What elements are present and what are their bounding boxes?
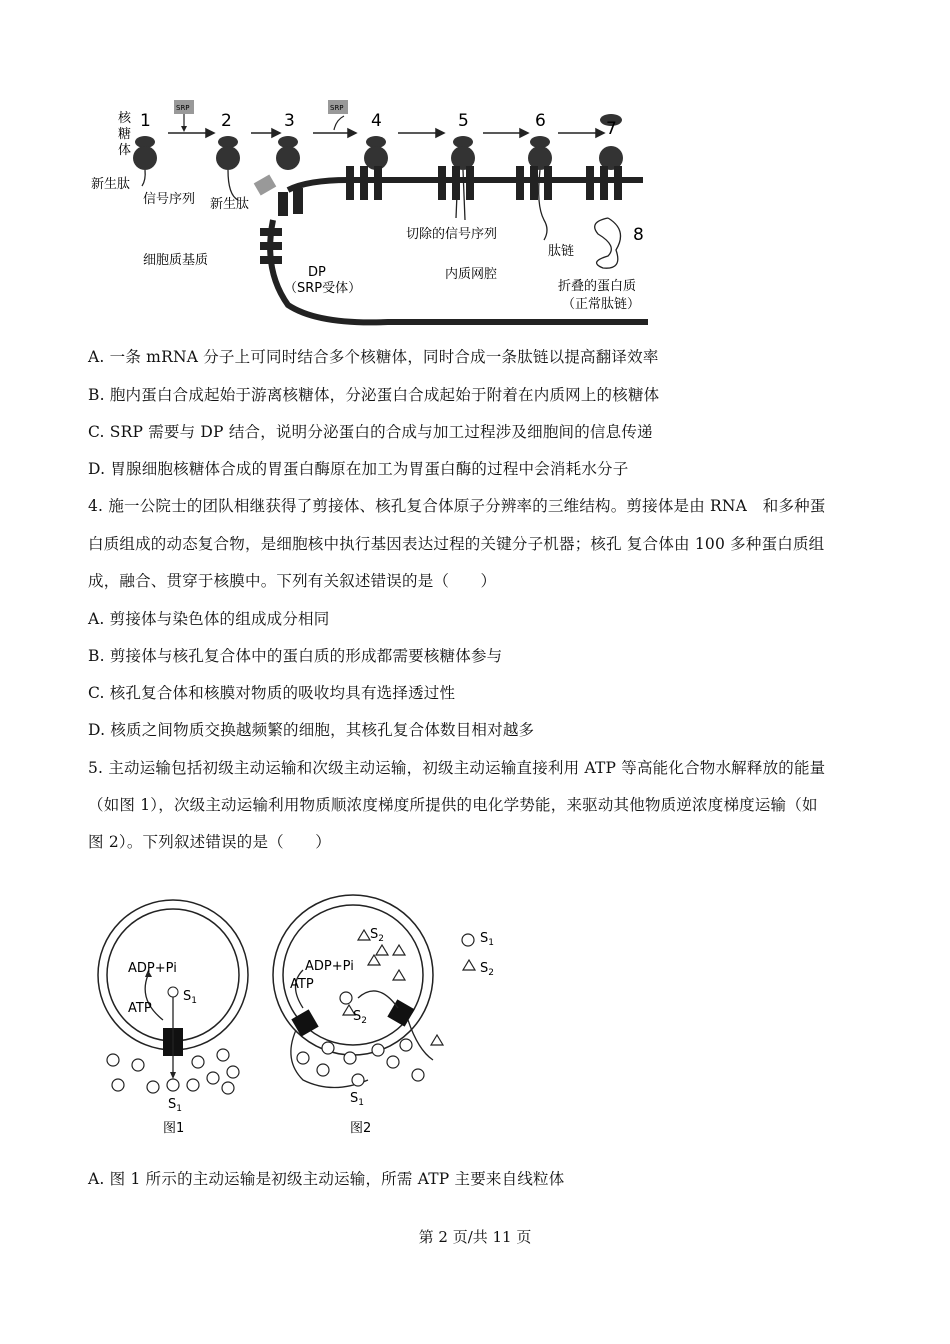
step-6: 6 — [535, 111, 546, 131]
nascent-peptide-label-2: 新生肽 — [210, 197, 250, 212]
fig2-atp: ATP — [290, 977, 314, 992]
option-3b: B. 胞内蛋白合成起始于游离核糖体，分泌蛋白合成起始于附着在内质网上的核糖体 — [88, 386, 660, 404]
fig1-s1-out: $S_1$ — [168, 1097, 182, 1114]
cytoplasm-matrix-label: 细胞质基质 — [143, 253, 209, 268]
fig2-s2: $S_2$ — [370, 927, 384, 944]
fig1-atp: ATP — [128, 1001, 152, 1016]
question-5-line-2: （如图 1），次级主动运输利用物质顺浓度梯度所提供的电化学势能，来驱动其他物质逆浓度梯度运输（如 — [88, 796, 818, 814]
step-3: 3 — [284, 111, 295, 131]
fig1-adp-pi: ADP+Pi — [128, 961, 177, 976]
question-4-line-1: 4. 施一公院士的团队相继获得了剪接体、核孔复合体原子分辨率的三维结构。剪接体是由 RNA 和多种蛋 — [88, 497, 826, 515]
peptide-chain-label: 肽链 — [548, 244, 575, 259]
option-4b: B. 剪接体与核孔复合体中的蛋白质的形成都需要核糖体参与 — [88, 647, 503, 665]
question-4-line-3: 成，融合、贯穿于核膜中。下列有关叙述错误的是（ ） — [88, 572, 497, 590]
question-5-line-1: 5. 主动运输包括初级主动运输和次级主动运输，初级主动运输直接利用 ATP 等高能化合物水解释放的能量 — [88, 759, 826, 777]
srp-er-diagram — [88, 100, 668, 330]
option-3d: D. 胃腺细胞核糖体合成的胃蛋白酶原在加工为胃蛋白酶的过程中会消耗水分子 — [88, 460, 629, 478]
signal-sequence-label: 信号序列 — [143, 192, 196, 207]
option-4d: D. 核质之间物质交换越频繁的细胞，其核孔复合体数目相对越多 — [88, 721, 535, 739]
page-footer: 第 2 页/共 11 页 — [418, 1228, 532, 1246]
ribosome-label-3: 体 — [118, 143, 132, 158]
fig2-caption: 图2 — [350, 1121, 372, 1136]
dp-label: DP — [308, 265, 326, 280]
option-4c: C. 核孔复合体和核膜对物质的吸收均具有选择透过性 — [88, 684, 456, 702]
srp-label-1: SRP — [176, 104, 190, 112]
normal-chain-label: （正常肽链） — [562, 297, 641, 312]
fig1-caption: 图1 — [163, 1121, 185, 1136]
step-8: 8 — [633, 225, 644, 245]
question-5-line-3: 图 2）。下列叙述错误的是（ ） — [88, 833, 331, 851]
fig1-s1: $S_1$ — [183, 989, 197, 1006]
step-4: 4 — [371, 111, 382, 131]
fig2-adp-pi: ADP+Pi — [305, 959, 354, 974]
nascent-peptide-label-1: 新生肽 — [91, 177, 131, 192]
option-3c: C. SRP 需要与 DP 结合，说明分泌蛋白的合成与加工过程涉及细胞间的信息传递 — [88, 423, 653, 441]
ribosome-label-1: 核 — [118, 111, 132, 126]
option-4a: A. 剪接体与染色体的组成成分相同 — [88, 610, 330, 628]
srp-receptor-label: （SRP受体） — [284, 281, 362, 296]
srp-label-2: SRP — [330, 104, 344, 112]
option-3a: A. 一条 mRNA 分子上可同时结合多个核糖体，同时合成一条肽链以提高翻译效率 — [88, 348, 659, 366]
step-1: 1 — [140, 111, 151, 131]
step-2: 2 — [221, 111, 232, 131]
er-lumen-label: 内质网腔 — [445, 267, 498, 282]
legend-s1: $S_1$ — [480, 931, 494, 948]
question-4-line-2: 白质组成的动态复合物，是细胞核中执行基因表达过程的关键分子机器；核孔 复合体由 100 多种蛋白质组 — [88, 535, 825, 553]
folded-protein-label: 折叠的蛋白质 — [558, 279, 637, 294]
fig2-s2-inner: $S_2$ — [353, 1009, 367, 1026]
ribosome-label-2: 糖 — [118, 127, 132, 142]
step-5: 5 — [458, 111, 469, 131]
cleaved-signal-label: 切除的信号序列 — [406, 227, 498, 242]
fig2-s1-out: $S_1$ — [350, 1091, 364, 1108]
step-7: 7 — [606, 119, 617, 139]
legend-s2: $S_2$ — [480, 961, 494, 978]
active-transport-diagram — [88, 880, 508, 1140]
option-5a: A. 图 1 所示的主动运输是初级主动运输，所需 ATP 主要来自线粒体 — [88, 1170, 565, 1188]
